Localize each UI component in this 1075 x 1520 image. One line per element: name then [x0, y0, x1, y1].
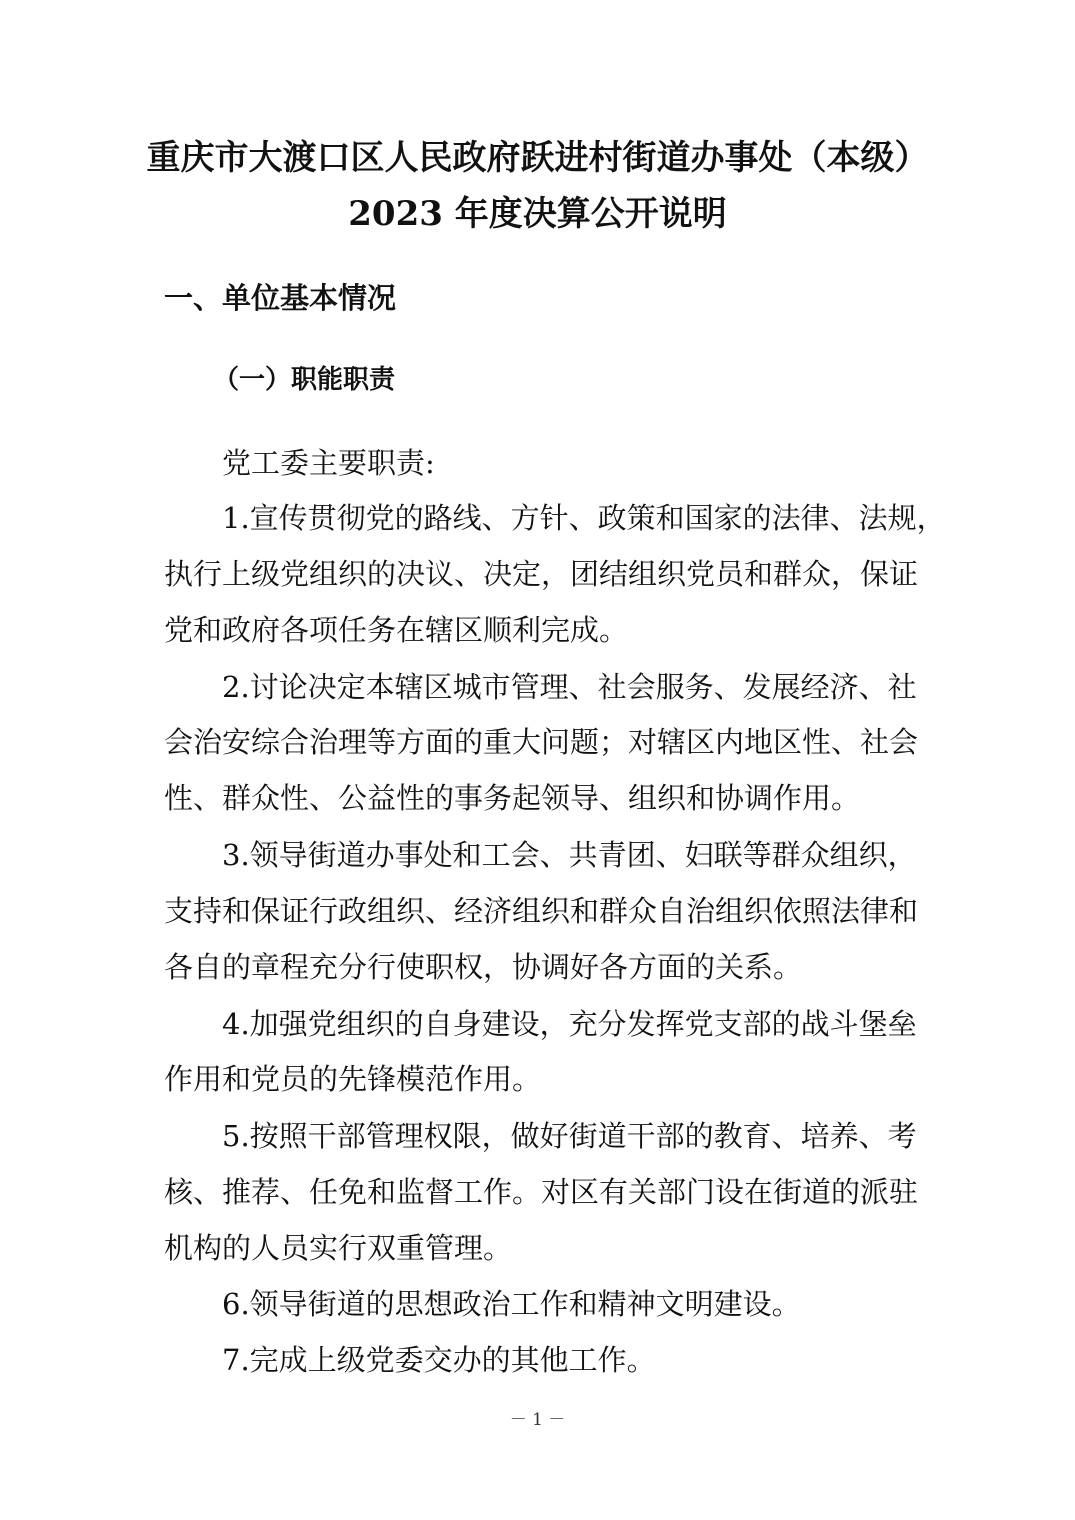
paragraph-line: 1.宣传贯彻党的路线、方针、政策和国家的法律、法规， [222, 501, 946, 535]
document-title-line-2: 2023 年度决算公开说明 [348, 194, 727, 234]
paragraph-line: 5.按照干部管理权限，做好街道干部的教育、培养、考 [222, 1119, 917, 1153]
paragraph-line: 6.领导街道的思想政治工作和精神文明建设。 [222, 1287, 801, 1321]
paragraph-line: 7.完成上级党委交办的其他工作。 [222, 1343, 656, 1377]
document-title-line-1: 重庆市大渡口区人民政府跃进村街道办事处（本级） [146, 138, 929, 178]
paragraph-line: 各自的章程充分行使职权，协调好各方面的关系。 [164, 950, 803, 984]
paragraph-line: 3.领导街道办事处和工会、共青团、妇联等群众组织， [222, 838, 917, 872]
page-number: － 1 － [509, 1410, 566, 1430]
paragraph-line: 支持和保证行政组织、经济组织和群众自治组织依照法律和 [164, 894, 919, 928]
paragraph-line: 党和政府各项任务在辖区顺利完成。 [164, 613, 629, 647]
paragraph-line: 性、群众性、公益性的事务起领导、组织和协调作用。 [164, 781, 861, 815]
paragraph-line: 2.讨论决定本辖区城市管理、社会服务、发展经济、社 [222, 670, 917, 704]
subsection-heading: （一）职能职责 [213, 365, 396, 395]
paragraph-line: 会治安综合治理等方面的重大问题；对辖区内地区性、社会 [164, 725, 919, 759]
paragraph-line: 机构的人员实行双重管理。 [164, 1231, 513, 1265]
paragraph-line: 作用和党员的先锋模范作用。 [164, 1062, 542, 1096]
section-heading: 一、单位基本情况 [164, 281, 397, 315]
intro-line: 党工委主要职责: [222, 446, 435, 480]
paragraph-line: 4.加强党组织的自身建设，充分发挥党支部的战斗堡垒 [222, 1007, 917, 1041]
paragraph-line: 执行上级党组织的决议、决定，团结组织党员和群众，保证 [164, 557, 919, 591]
paragraph-line: 核、推荐、任免和监督工作。对区有关部门设在街道的派驻 [164, 1175, 919, 1209]
